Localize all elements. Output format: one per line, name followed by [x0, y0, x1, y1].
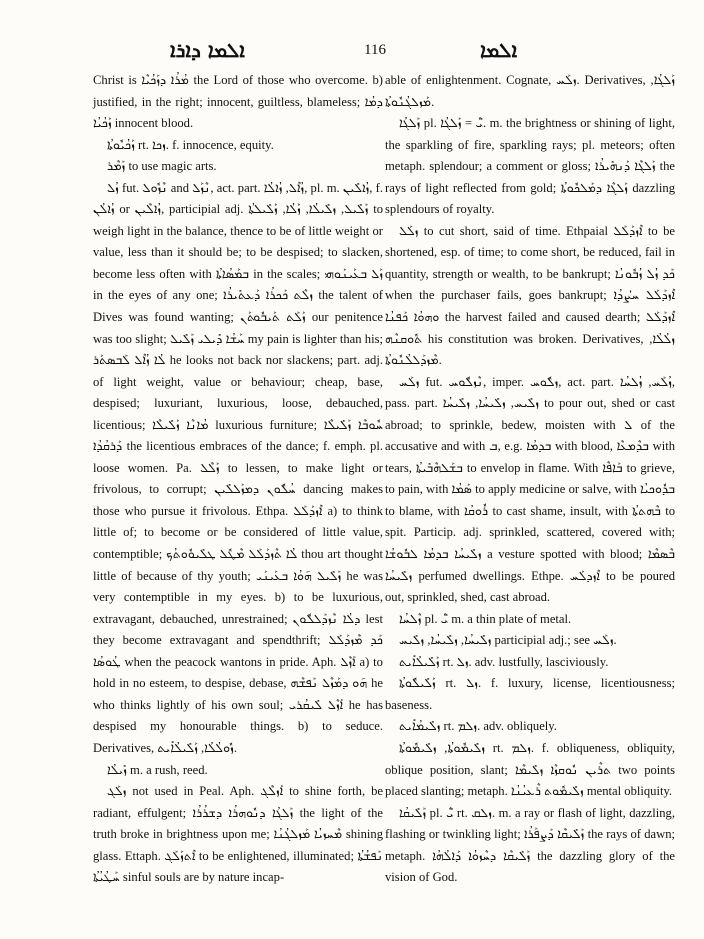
dictionary-entry: ܙܰܠܺܝܠܳܐܺܝܬ rt. ܙܠ. adv. lustfully, lasciviously. [399, 654, 609, 669]
header-left-word: ܐܠܡܐ ܕܐܪܐ [170, 38, 245, 62]
dictionary-entry: ܙܰܡܶܪ to use magic arts. [107, 159, 217, 174]
dictionary-entry: ܙܰܠܺܝܩܳܐ pl. ܝ̈ܶ rt. ܙܠܩ. m. a ray or flash of light, dazzling, flashing or twinkling light; ܙܰܠܺܝܩܶܐ ܕܰܨܦܰܪܳܐ the rays of dawn; metaph. ܙܰܠܺܝܩܶܐ ܕܚܶܙܘܳܐ ܕܰܐܠܳܗܳܐ the dazzling glory of the vision of God. [385, 805, 675, 885]
right-column [385, 70, 675, 889]
dictionary-entry: ܙܺܝܠܳܐ m. a rush, reed. [107, 762, 208, 777]
dictionary-entry: ܙܶܠܚܳܐ pl. ܝ̈ܶ m. a thin plate of metal. [399, 611, 572, 626]
dictionary-entry: ܙܰܠܓܳܐ pl. ܝ̈ܶ = ܙܰܠܓܳܐ. m. the brightness or shining of light, the sparkling of fire, sparkling rays; pl. meteors; often metaph. splendour; a comment or gloss; ܙܰܠܓܶܐ ܕܰܢܗܺܝܪܳܐ the rays of light reflected from gold; ܙܰܠܓܶܐ ܕܡܰܠܟܽܘܬܳܐ dazzling splendours of royalty. [385, 116, 675, 217]
dictionary-entry: ܙܠܰܓ not used in Peal. Aph. ܐܰܙܠܶܓ to shine forth, be radiant, effulgent; ܙܰܠܓܳܐ ܕܢܽܘܗܪܳܐ ܕܫܪܳܪܳܐ the light of the truth broke in brightness upon me; ܡܶܚܙܝܳܐ ܡܰܙܠܓܳܢܳܐ shining glass. Ettaph. ܐܶܬܙܰܠܰܓ to be enlightened, illuminated; ܢܰܦܫܳܬܳܐ ܚܰܛܳܝܳܬܳܐ sinful souls are by nature incap- [93, 784, 384, 885]
dictionary-entry: ܙܠܺܝܚܳܐ, ܙܠܺܝܚܳܐ, ܙܠܺܝܚ participial adj.; see ܙܠܰܚ. [399, 633, 617, 648]
page-header [0, 38, 704, 62]
dictionary-entry: Christ is ܡܳܪܳܐ ܕܙܰܟܳܝܶܐ the Lord of those who overcome. b) justified, in the right; innocent, guiltless, blameless; ܕܡܳܐ ܙܰܟܳܝܳܐ innocent blood. [93, 73, 383, 131]
page-number: 116 [364, 42, 386, 58]
left-column [93, 70, 383, 889]
dictionary-entry: ܙܠܺܝܡܳܐܺܝܬ rt. ܙܠܡ. adv. obliquely. [399, 719, 557, 734]
dictionary-entry: ܙܠܰܠ to cut short, said of time. Ethpaial ܐܶܙܕܰܠܰܠ to be shortened, esp. of time; to come short, be reduced, fail in quantity, strength or wealth, to be bankrupt; ܟܰܕ ܙܳܠ ܙܳܒܽܘܢܳܐ when the purchaser fails, goes bankrupt; ܐܶܙܕܰܠܰܠ ܚܨܳܕܳܐ ܘܗܘܳܐ ܟܰܦܢܳܐ the harvest failed and caused dearth; ܐܶܙܕܰܠܰܠ ܬܽܘܩܢܶܗ his constitution was broken. Derivatives, ܙܠܳܠܳܐ, ܡܶܙܕܰܠܠܳܢܽܘܬܳܐ. [385, 223, 676, 368]
dictionary-entry: ܙܠܰܚ fut. ܢܶܙܠܽܘܚ, imper. ܙܠܽܘܚ, act. part. ܙܳܠܰܚ, ܙܳܠܚܳܐ, pass. part. ܙܠܺܝܚ, ܙܠܺܝܚܳܐ, ܙܠܺܝܚܳܐ to pour out, shed or cast abroad; to sprinkle, bedew, moisten with ܠ of the accusative and with ܒ, e.g. ܒܕܡܳܐ with blood, ܒܕܶܡܥܶܐ with tears, ܒܫܰܠܗܶܒܺܝܬܳܐ to envelop in flame. With ܒܰܐܦܶܐ to grieve, to pain, with ܣܰܡܳܐ to apply medicine or salve, with ܒܕܽܘܟܝܳܐ to blame, with ܪܽܘܩܳܐ to cast shame, insult, with ܒܶܗܬܬܳܐ to spit. Particip. adj. sprinkled, scattered, covered with; ܙܠܺܝܚܳܐ ܒܕܡܳܐ ܠܒܽܘܫܳܐ a vesture spotted with blood; ܒܶܣܡܶܐ ܙܠܺܝܚܳܐ perfumed dwellings. Ethpe. ܐܶܙܕܠܰܚ to be poured out, sprinkled, shed, cast abroad. [385, 374, 675, 605]
header-right-word: ܐܠܡܐ [480, 38, 518, 62]
dictionary-entry: ܙܰܟܳܝܽܘܬܳܐ rt. ܙܟܐ. f. innocence, equity. [107, 137, 274, 152]
dictionary-entry: ܙܳܠ fut. ܢܶܙܽܘܠ and ܢܶܙܰܠ, act. part. ܙܳܐܶܠ, ܙܳܐܠܳܐ, pl. m. ܙܳܐܠܺܝܢ, f. ܙܳܐܠܳܢ or ܙܳܐܠܶܝܢ, participial adj. ܙܰܠܺܝܠ, ܙܠܺܝܠܳܐ, ܙܰܠܳܐ, ܙܰܠܺܝܠܬܳܐ to weigh light in the balance, thence to be of little weight or value, less than it should be; to be despised; to slacken, become less often with ܒܡܰܣܳܐܬܳܐ in the scales; ܙܰܠ ܒܥܰܝܢܰܘܗܝ in the eyes of any one; ܙܠܶܬ ܟܰܟܪܳܐ ܕܰܥܬܺܝܪܳܐ the talent of Dives was found wanting; ܙܰܠܰܬ ܬܰܝܒܽܘܬܰܢ our penitence was too slight; ܚܰܫܳܐ ܕܺܝܠܝ ܙܰܠܺܝܠ my pain is lighter than his; ܠܳܐ ܙܳܐܶܠ ܠܰܒܣܬܰܪ he looks not back nor slackens; part. adj. of light weight, value or behaviour; cheap, base, despised; luxuriant, luxurious, loose, debauched, licentious; ܡܳܐܢܶܐ ܙܰܠܺܝܠܶܐ luxurious furniture; ܚܽܘܒܶܐ ܙܰܠܺܝܠܶܐ ܕܰܪܩܳܕܳܐ the licentious embraces of the dance; f. emph. pl. loose women. Pa. ܙܰܠܶܠ to lessen, to make light or frivolous, to corrupt; ܚܳܠܽܘܢ ܕܡܙܰܠܠܺܝܢ dancing makes those who pursue it frivolous. Ethpa. ܐܶܙܕܰܠܰܠ a) to think little of; to become or be considered of little value, contemptible; ܠܳܐ ܬܶܙܕܰܠܰܠ ܡܶܛܽܠ ܛܠܺܝܘܽܘܬܳܟ thou art thought little of because of thy youth; ܙܰܠܺܝܠ ܗ݇ܘܳܐ ܒܥܰܝܢܰܝ he was very contemptible in my eyes. b) to be luxurious, extravagant, debauched, unrestrained; ܕܠܳܐ ܢܶܙܕܰܠܠܽܘܢ lest they become extravagant and spendthrift; ܟܰܕ ܡܶܙܕܰܠܰܠ ܛܳܘܣܳܐ when the peacock wantons in pride. Aph. ܐܰܙܶܠ a) to hold in no esteem, to despise, debase, ܗ݇ܘ ܕܡܰܙܶܠ ܢܰܦܫܶܗ he who thinks lightly of his own soul; ܐܰܙܶܠ ܠܺܝܩܳܪܝ he has despised my honourable things. b) to seduce. Derivatives, ܙܽܘܠܳܠܳܐ, ܙܰܠܺܝܠܳܐܺܝܬ. [93, 180, 384, 755]
dictionary-entry: able of enlightenment. Cognate, ܙܠܰܚ. Derivatives, ܙܰܠܓܳܐ, ܡܰܙܠܓܳܢܽܘܬܳܐ. [385, 73, 675, 109]
dictionary-entry: ܙܰܠܺܝܠܽܘܬܳܐ rt. ܙܠ. f. luxury, license, licentiousness; baseness. [385, 676, 676, 712]
dictionary-entry: ܙܠܺܝܡܽܘܬܳܐ, ܙܠܺܝܡܽܘܬܳܐ rt. ܙܠܡ. f. obliqueness, obliquity, oblique position, slant; ܬܪܶܝܢ ܢܽܘܩܙܶܐ ܙܠܺܝܡܶܐ two points placed slanting; metaph. ܙܠܺܝܡܽܘܬ ܪܶܥܝܳܢܳܐ mental obliquity. [385, 740, 675, 799]
